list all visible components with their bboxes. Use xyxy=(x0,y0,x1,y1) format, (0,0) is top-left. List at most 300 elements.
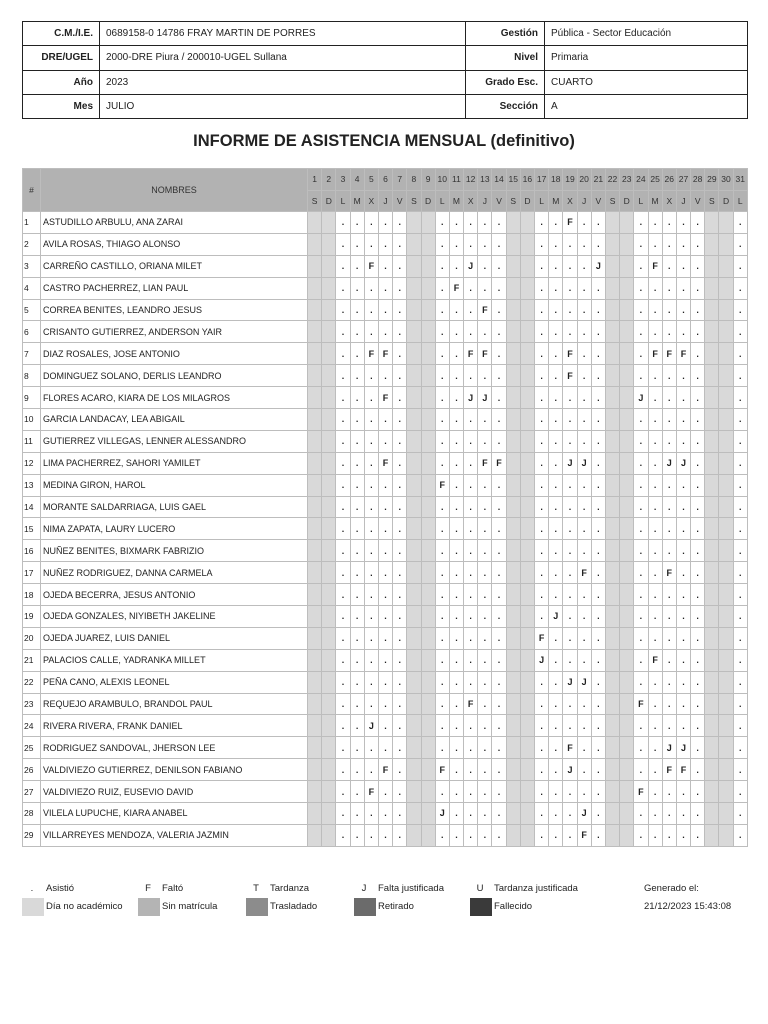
attendance-cell: . xyxy=(364,606,378,628)
attendance-cell: . xyxy=(676,255,690,277)
attendance-cell: . xyxy=(648,430,662,452)
attendance-cell: . xyxy=(535,430,549,452)
attendance-cell xyxy=(605,365,619,387)
attendance-cell: . xyxy=(435,321,449,343)
attendance-cell: . xyxy=(350,627,364,649)
student-row xyxy=(23,430,748,452)
attendance-cell: F xyxy=(563,365,577,387)
attendance-cell xyxy=(705,649,719,671)
attendance-cell: . xyxy=(535,781,549,803)
attendance-cell xyxy=(520,606,534,628)
attendance-cell: F xyxy=(364,781,378,803)
attendance-cell: . xyxy=(364,671,378,693)
student-name: AVILA ROSAS, THIAGO ALONSO xyxy=(41,233,308,255)
attendance-cell: . xyxy=(691,277,705,299)
attendance-cell: . xyxy=(336,540,350,562)
attendance-cell: . xyxy=(634,649,648,671)
names-header: NOMBRES xyxy=(41,169,308,212)
attendance-cell: . xyxy=(648,365,662,387)
attendance-cell: . xyxy=(478,803,492,825)
attendance-cell: . xyxy=(464,233,478,255)
attendance-cell: . xyxy=(634,430,648,452)
attendance-cell xyxy=(520,233,534,255)
attendance-cell: . xyxy=(549,693,563,715)
day-header: 22 xyxy=(605,169,619,191)
weekday-header: L xyxy=(435,190,449,212)
attendance-cell: . xyxy=(464,649,478,671)
student-row xyxy=(23,321,748,343)
attendance-cell xyxy=(308,584,322,606)
attendance-cell: . xyxy=(336,562,350,584)
attendance-cell xyxy=(605,321,619,343)
student-row xyxy=(23,474,748,496)
attendance-cell: . xyxy=(378,299,392,321)
student-name: VILELA LUPUCHE, KIARA ANABEL xyxy=(41,803,308,825)
attendance-cell: . xyxy=(435,737,449,759)
attendance-cell: . xyxy=(492,562,506,584)
attendance-cell xyxy=(322,693,336,715)
attendance-cell: . xyxy=(350,365,364,387)
attendance-cell: . xyxy=(464,737,478,759)
attendance-cell: . xyxy=(591,737,605,759)
weekday-header: X xyxy=(563,190,577,212)
attendance-cell: . xyxy=(435,299,449,321)
no-academic-swatch xyxy=(22,898,44,916)
attendance-cell xyxy=(506,671,520,693)
num-header: # xyxy=(23,169,41,212)
attendance-cell: F xyxy=(662,759,676,781)
attendance-cell xyxy=(506,496,520,518)
attendance-cell: . xyxy=(563,430,577,452)
attendance-cell xyxy=(421,474,435,496)
attendance-cell: . xyxy=(634,474,648,496)
attendance-cell: . xyxy=(535,255,549,277)
attendance-cell xyxy=(308,212,322,234)
attendance-cell xyxy=(407,387,421,409)
attendance-cell xyxy=(506,409,520,431)
row-number: 2 xyxy=(23,233,41,255)
attendance-cell: . xyxy=(563,649,577,671)
attendance-cell: . xyxy=(563,606,577,628)
attendance-cell: . xyxy=(549,671,563,693)
attendance-cell: . xyxy=(733,409,747,431)
attendance-cell xyxy=(308,693,322,715)
attendance-cell: . xyxy=(449,365,463,387)
attendance-cell xyxy=(605,803,619,825)
attendance-cell: . xyxy=(691,562,705,584)
attendance-cell: . xyxy=(549,255,563,277)
attendance-cell: . xyxy=(733,627,747,649)
attendance-cell: . xyxy=(378,277,392,299)
attendance-cell: . xyxy=(378,627,392,649)
attendance-cell: . xyxy=(591,606,605,628)
attendance-cell: . xyxy=(364,693,378,715)
attendance-cell xyxy=(506,803,520,825)
attendance-cell: . xyxy=(676,649,690,671)
attendance-cell: . xyxy=(676,584,690,606)
attendance-cell: . xyxy=(577,759,591,781)
attendance-cell: . xyxy=(563,233,577,255)
attendance-cell xyxy=(506,321,520,343)
attendance-cell xyxy=(520,496,534,518)
attendance-cell xyxy=(620,562,634,584)
weekday-header: X xyxy=(364,190,378,212)
attendance-cell: . xyxy=(591,562,605,584)
attendance-cell: . xyxy=(591,430,605,452)
attendance-cell xyxy=(520,409,534,431)
attendance-cell xyxy=(421,233,435,255)
attendance-cell: . xyxy=(634,277,648,299)
no-enrollment-swatch xyxy=(138,898,160,916)
attendance-cell: . xyxy=(691,715,705,737)
attendance-cell: . xyxy=(648,212,662,234)
day-header: 12 xyxy=(464,169,478,191)
student-row xyxy=(23,803,748,825)
attendance-cell: . xyxy=(577,737,591,759)
attendance-cell: J xyxy=(435,803,449,825)
attendance-cell: . xyxy=(449,649,463,671)
attendance-cell: . xyxy=(549,233,563,255)
day-header: 28 xyxy=(691,169,705,191)
attendance-cell: . xyxy=(676,606,690,628)
attendance-cell xyxy=(605,387,619,409)
attendance-cell xyxy=(506,824,520,846)
attendance-cell: F xyxy=(563,737,577,759)
attendance-cell: . xyxy=(563,584,577,606)
attendance-cell: . xyxy=(464,627,478,649)
attendance-cell xyxy=(308,518,322,540)
attendance-cell: . xyxy=(577,540,591,562)
attendance-cell: . xyxy=(449,299,463,321)
attendance-cell xyxy=(421,737,435,759)
attendance-cell: . xyxy=(549,212,563,234)
weekday-header: V xyxy=(691,190,705,212)
attendance-cell xyxy=(719,562,733,584)
attendance-cell: . xyxy=(535,518,549,540)
attendance-cell xyxy=(421,562,435,584)
attendance-cell: . xyxy=(549,781,563,803)
day-number-row xyxy=(23,169,748,191)
attendance-cell: . xyxy=(563,496,577,518)
attendance-cell: . xyxy=(449,430,463,452)
attendance-cell: . xyxy=(393,409,407,431)
attendance-cell: . xyxy=(676,299,690,321)
attendance-cell: . xyxy=(350,584,364,606)
attendance-cell xyxy=(421,518,435,540)
attendance-cell: . xyxy=(563,255,577,277)
attendance-cell: . xyxy=(492,715,506,737)
attendance-cell: . xyxy=(549,387,563,409)
attendance-cell: . xyxy=(393,759,407,781)
attendance-cell: . xyxy=(364,365,378,387)
attendance-cell: J xyxy=(577,452,591,474)
attendance-cell: . xyxy=(478,627,492,649)
attendance-cell: . xyxy=(478,824,492,846)
attendance-cell xyxy=(620,540,634,562)
attendance-cell: . xyxy=(648,803,662,825)
attendance-cell: J xyxy=(464,387,478,409)
attendance-cell: . xyxy=(336,671,350,693)
attendance-cell: . xyxy=(393,715,407,737)
attendance-cell: . xyxy=(648,737,662,759)
attendance-cell: . xyxy=(378,430,392,452)
attendance-cell xyxy=(719,321,733,343)
attendance-cell: . xyxy=(393,233,407,255)
attendance-cell xyxy=(322,452,336,474)
attendance-cell: . xyxy=(350,299,364,321)
attendance-cell xyxy=(506,343,520,365)
attendance-cell: . xyxy=(591,233,605,255)
attendance-cell: . xyxy=(350,759,364,781)
attendance-cell: . xyxy=(535,496,549,518)
attendance-cell: . xyxy=(591,649,605,671)
attendance-cell: . xyxy=(464,409,478,431)
attendance-cell: . xyxy=(648,606,662,628)
attendance-cell: . xyxy=(549,824,563,846)
attendance-cell: . xyxy=(393,387,407,409)
attendance-cell xyxy=(407,496,421,518)
attendance-cell xyxy=(705,321,719,343)
attendance-cell: . xyxy=(691,387,705,409)
attendance-cell: . xyxy=(336,299,350,321)
attendance-cell: . xyxy=(435,693,449,715)
attendance-cell: . xyxy=(648,627,662,649)
attendance-cell: . xyxy=(733,803,747,825)
attendance-cell: . xyxy=(676,212,690,234)
row-number: 8 xyxy=(23,365,41,387)
student-name: DIAZ ROSALES, JOSE ANTONIO xyxy=(41,343,308,365)
attendance-cell: . xyxy=(591,803,605,825)
day-header: 8 xyxy=(407,169,421,191)
attendance-cell: . xyxy=(492,540,506,562)
row-number: 18 xyxy=(23,584,41,606)
attendance-cell: . xyxy=(662,824,676,846)
row-number: 3 xyxy=(23,255,41,277)
attendance-cell: J xyxy=(478,387,492,409)
attendance-cell: . xyxy=(634,409,648,431)
row-number: 17 xyxy=(23,562,41,584)
attendance-cell xyxy=(719,365,733,387)
attendance-cell xyxy=(407,365,421,387)
student-row xyxy=(23,649,748,671)
attendance-cell xyxy=(407,715,421,737)
attendance-cell: . xyxy=(435,584,449,606)
attendance-cell: . xyxy=(549,715,563,737)
student-name: CRISANTO GUTIERREZ, ANDERSON YAIR xyxy=(41,321,308,343)
attendance-cell: . xyxy=(364,321,378,343)
attendance-cell xyxy=(605,343,619,365)
attendance-cell: . xyxy=(591,277,605,299)
attendance-cell: . xyxy=(591,627,605,649)
attendance-cell xyxy=(407,671,421,693)
attendance-cell xyxy=(719,277,733,299)
attendance-cell: . xyxy=(733,452,747,474)
attendance-cell: . xyxy=(577,277,591,299)
attendance-cell: . xyxy=(662,430,676,452)
attendance-cell xyxy=(308,474,322,496)
weekday-header: J xyxy=(577,190,591,212)
weekday-header: M xyxy=(449,190,463,212)
weekday-header: S xyxy=(407,190,421,212)
attendance-cell xyxy=(421,627,435,649)
attendance-cell: . xyxy=(449,409,463,431)
attendance-cell: . xyxy=(662,365,676,387)
attendance-cell: . xyxy=(662,671,676,693)
attendance-cell xyxy=(308,299,322,321)
attendance-cell: . xyxy=(492,606,506,628)
student-row xyxy=(23,540,748,562)
legend-tardanza-symbol: T xyxy=(253,883,259,894)
legend-tardanza-label: Tardanza xyxy=(270,883,310,894)
attendance-cell xyxy=(705,781,719,803)
mes-value: JULIO xyxy=(100,94,466,118)
attendance-cell: . xyxy=(393,562,407,584)
attendance-cell: . xyxy=(492,474,506,496)
attendance-cell xyxy=(605,781,619,803)
attendance-cell xyxy=(520,430,534,452)
attendance-cell: . xyxy=(449,255,463,277)
attendance-cell: F xyxy=(435,474,449,496)
attendance-cell xyxy=(322,496,336,518)
attendance-cell xyxy=(520,671,534,693)
attendance-cell: F xyxy=(662,343,676,365)
student-row xyxy=(23,715,748,737)
attendance-cell xyxy=(407,299,421,321)
attendance-cell xyxy=(407,518,421,540)
attendance-cell: . xyxy=(691,803,705,825)
attendance-cell: . xyxy=(464,715,478,737)
attendance-cell xyxy=(322,584,336,606)
attendance-cell: J xyxy=(535,649,549,671)
attendance-cell xyxy=(605,737,619,759)
attendance-cell: . xyxy=(733,584,747,606)
attendance-cell: . xyxy=(634,540,648,562)
attendance-cell xyxy=(322,715,336,737)
attendance-cell: . xyxy=(492,430,506,452)
attendance-cell: . xyxy=(364,540,378,562)
attendance-cell: . xyxy=(662,693,676,715)
student-row xyxy=(23,233,748,255)
attendance-cell xyxy=(719,824,733,846)
attendance-cell: . xyxy=(393,671,407,693)
attendance-cell xyxy=(407,409,421,431)
attendance-cell: . xyxy=(733,299,747,321)
attendance-cell xyxy=(719,409,733,431)
student-name: VILLARREYES MENDOZA, VALERIA JAZMIN xyxy=(41,824,308,846)
attendance-cell: F xyxy=(634,693,648,715)
gestion-value: Pública - Sector Educación xyxy=(545,22,748,46)
attendance-cell: . xyxy=(435,627,449,649)
attendance-cell: . xyxy=(535,277,549,299)
attendance-cell xyxy=(308,430,322,452)
attendance-cell: . xyxy=(378,649,392,671)
attendance-cell: . xyxy=(676,715,690,737)
attendance-cell xyxy=(506,606,520,628)
attendance-cell xyxy=(421,430,435,452)
attendance-cell: . xyxy=(591,409,605,431)
day-header: 31 xyxy=(733,169,747,191)
attendance-cell: . xyxy=(478,518,492,540)
attendance-cell xyxy=(620,452,634,474)
attendance-cell: . xyxy=(634,452,648,474)
attendance-cell: J xyxy=(591,255,605,277)
attendance-cell xyxy=(705,277,719,299)
attendance-cell: . xyxy=(350,671,364,693)
attendance-cell: . xyxy=(464,277,478,299)
attendance-cell xyxy=(421,277,435,299)
attendance-cell: . xyxy=(549,452,563,474)
attendance-cell xyxy=(407,606,421,628)
attendance-cell: . xyxy=(378,562,392,584)
attendance-cell: . xyxy=(478,365,492,387)
attendance-cell xyxy=(605,759,619,781)
student-name: CORREA BENITES, LEANDRO JESUS xyxy=(41,299,308,321)
attendance-cell xyxy=(620,365,634,387)
attendance-cell: . xyxy=(691,759,705,781)
attendance-cell: . xyxy=(549,299,563,321)
attendance-cell: . xyxy=(350,518,364,540)
attendance-cell: . xyxy=(535,584,549,606)
attendance-cell xyxy=(506,693,520,715)
attendance-cell: . xyxy=(449,627,463,649)
attendance-cell: . xyxy=(364,277,378,299)
day-header: 6 xyxy=(378,169,392,191)
cmie-value: 0689158-0 14786 FRAY MARTIN DE PORRES xyxy=(100,22,466,46)
attendance-cell xyxy=(705,518,719,540)
attendance-cell: J xyxy=(464,255,478,277)
attendance-cell: . xyxy=(435,671,449,693)
attendance-cell xyxy=(719,693,733,715)
attendance-cell xyxy=(705,824,719,846)
attendance-cell: . xyxy=(364,430,378,452)
attendance-cell xyxy=(620,715,634,737)
attendance-cell xyxy=(520,803,534,825)
attendance-cell xyxy=(620,781,634,803)
attendance-cell: . xyxy=(563,409,577,431)
attendance-cell: . xyxy=(634,759,648,781)
attendance-cell: . xyxy=(449,452,463,474)
attendance-cell xyxy=(506,233,520,255)
attendance-cell xyxy=(308,496,322,518)
student-name: ASTUDILLO ARBULU, ANA ZARAI xyxy=(41,212,308,234)
attendance-cell: . xyxy=(691,255,705,277)
attendance-cell xyxy=(407,452,421,474)
attendance-cell: . xyxy=(492,671,506,693)
weekday-header: V xyxy=(393,190,407,212)
attendance-cell: . xyxy=(492,255,506,277)
attendance-cell xyxy=(407,737,421,759)
attendance-cell xyxy=(506,715,520,737)
attendance-cell: . xyxy=(435,606,449,628)
attendance-cell: F xyxy=(378,343,392,365)
attendance-cell: . xyxy=(478,715,492,737)
attendance-cell: . xyxy=(662,387,676,409)
row-number: 19 xyxy=(23,606,41,628)
attendance-cell xyxy=(719,649,733,671)
day-header: 3 xyxy=(336,169,350,191)
attendance-cell: . xyxy=(634,627,648,649)
attendance-cell: . xyxy=(378,737,392,759)
attendance-cell: . xyxy=(733,255,747,277)
row-number: 26 xyxy=(23,759,41,781)
attendance-cell: . xyxy=(492,277,506,299)
attendance-cell xyxy=(705,540,719,562)
attendance-cell: . xyxy=(449,387,463,409)
attendance-cell: . xyxy=(577,496,591,518)
attendance-cell xyxy=(605,606,619,628)
attendance-cell xyxy=(407,627,421,649)
attendance-cell xyxy=(705,606,719,628)
